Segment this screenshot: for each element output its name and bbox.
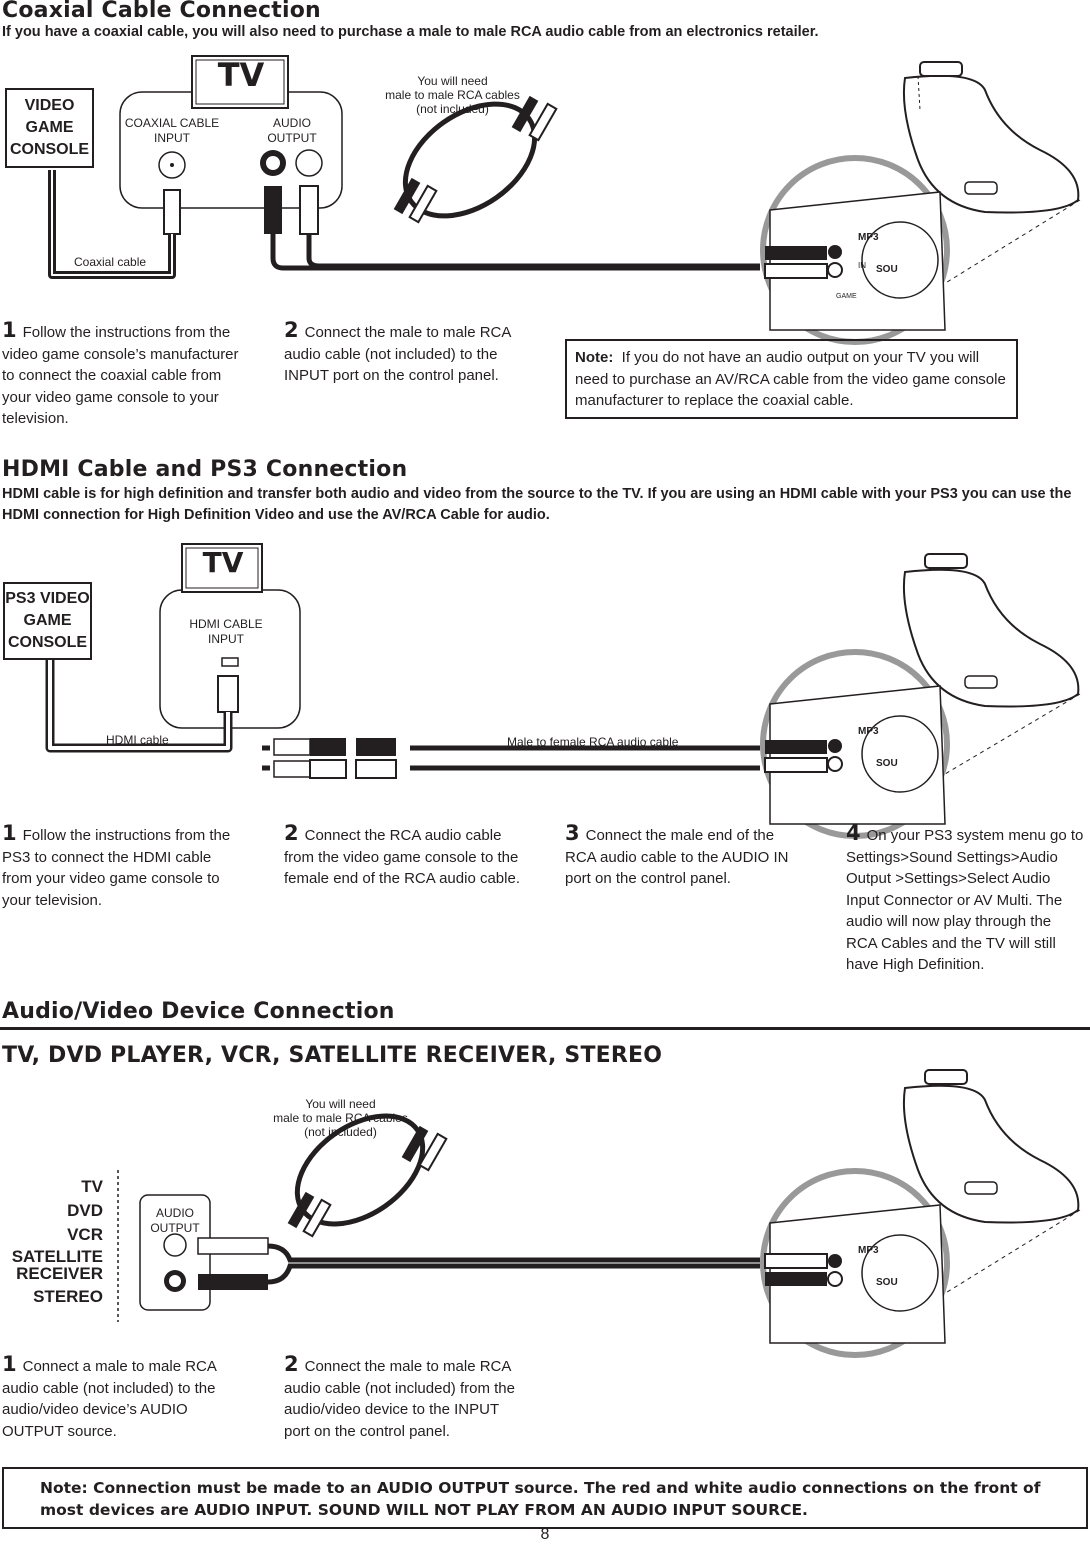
label-line: You will need [305,1097,376,1111]
mp3-label: MP3 [858,232,879,243]
audio-output-label [140,1206,210,1236]
device-list-item: TV [81,1177,103,1196]
sound-label: SOU [876,1277,898,1288]
step-text: Connect the RCA audio cable from the video game console to the female end of the RCA audio cable. [284,827,520,887]
coaxial-diagram [0,0,1090,330]
label-line: HDMI CABLE [189,617,263,631]
label-line: INPUT [208,632,244,646]
av-section-subtitle: TV, DVD PLAYER, VCR, SATELLITE RECEIVER, STEREO [2,1043,663,1068]
hdmi-input-label [180,617,272,647]
step-number: 4 [846,821,861,845]
step-text: Follow the instructions from the video game console’s manufacturer to connect the coaxial cable from your video game console to your television. [2,324,239,427]
step-number: 1 [2,1352,17,1376]
label-line: (not included) [416,102,489,116]
coaxial-input-label [122,116,222,146]
rca-cable-label: Male to female RCA audio cable [507,735,679,749]
device-box-line: GAME [25,119,74,136]
coaxial-section-subtitle: If you have a coaxial cable, you will also need to purchase a male to male RCA audio cable from an electronics retailer. [2,24,819,40]
label-line: (not included) [304,1125,377,1139]
av-step-1 [2,1354,227,1442]
label-line: OUTPUT [267,131,317,145]
step-text: Follow the instructions from the PS3 to connect the HDMI cable from your video game console to your television. [2,827,231,909]
rca-need-label [268,1097,413,1139]
step-number: 2 [284,1352,299,1376]
hdmi-step-1 [2,823,242,911]
mp3-label: MP3 [858,726,879,737]
coaxial-step-1 [2,320,247,430]
hdmi-section-subtitle: HDMI cable is for high definition and transfer both audio and video from the source to the TV. If you are using an HDMI cable with your PS3 you can use the HDMI connection for High Definition Video and use the AV/RCA Cable for audio. [2,486,1072,523]
game-label: GAME [836,293,857,300]
page-number: 8 [540,1526,550,1543]
hdmi-section-title: HDMI Cable and PS3 Connection [2,457,408,482]
step-text: Connect the male end of the RCA audio cable to the AUDIO IN port on the control panel. [565,827,789,887]
sound-label: SOU [876,758,898,769]
label-line: OUTPUT [150,1221,200,1235]
device-list-item: DVD [67,1201,103,1220]
step-number: 1 [2,318,17,342]
device-box-line: CONSOLE [9,141,90,158]
label-line: AUDIO [155,1206,194,1220]
bottom-note-text: Note: Connection must be made to an AUDIO OUTPUT source. The red and white audio connections on the front of most devices are AUDIO INPUT. SOUND WILL NOT PLAY FROM AN AUDIO INPUT SOURCE. [40,1479,1041,1519]
step-number: 2 [284,318,299,342]
step-text: Connect the male to male RCA audio cable (not included) from the audio/video device to the INPUT port on the control panel. [284,1358,515,1440]
av-step-2 [284,1354,524,1442]
section-divider [0,1027,1090,1030]
device-list-item: STEREO [33,1287,103,1306]
label-line: male to male RCA cables [273,1111,408,1125]
in-label: IN [858,261,866,270]
coaxial-section-title: Coaxial Cable Connection [2,0,321,23]
bottom-note-box [2,1467,1088,1529]
av-section-title: Audio/Video Device Connection [2,999,395,1024]
device-list-item: SATELLITE [11,1247,103,1266]
tv-logo: TV [217,56,265,94]
coaxial-note-box [565,339,1018,419]
hdmi-step-4 [846,823,1084,976]
device-box-line: PS3 VIDEO [5,590,90,607]
note-label: Note: [575,349,614,366]
device-box-line: GAME [23,612,72,629]
step-number: 2 [284,821,299,845]
device-list-item: RECEIVER [16,1264,103,1283]
tv-logo: TV [202,546,244,579]
step-text: On your PS3 system menu go to Settings>Sound Settings>Audio Output >Settings>Select Audio Input Connector or AV Multi. The audio will now play through the RCA Cables and the TV will still have High Definition. [846,827,1084,973]
note-text: If you do not have an audio output on your TV you will need to purchase an AV/RCA cable from the video game console manufacturer to replace the coaxial cable. [575,349,1006,409]
label-line: INPUT [154,131,190,145]
device-box-line: VIDEO [24,97,75,114]
hdmi-step-2 [284,823,524,890]
hdmi-diagram [0,530,1090,810]
hdmi-cable-label: HDMI cable [106,733,169,747]
label-line: AUDIO [272,116,311,130]
step-text: Connect a male to male RCA audio cable (not included) to the audio/video device’s AUDIO OUTPUT source. [2,1358,217,1440]
device-list-item: VCR [67,1225,103,1244]
coaxial-step-2 [284,320,512,387]
mp3-label: MP3 [858,1245,879,1256]
step-number: 1 [2,821,17,845]
coaxial-cable-label: Coaxial cable [74,255,147,269]
label-line: COAXIAL CABLE [124,116,220,130]
sound-label: SOU [876,264,898,275]
label-line: You will need [417,74,488,88]
hdmi-step-3 [565,823,797,890]
audio-output-label [252,116,332,146]
step-text: Connect the male to male RCA audio cable (not included) to the INPUT port on the control panel. [284,324,511,384]
device-box-line: CONSOLE [7,634,88,651]
step-number: 3 [565,821,580,845]
label-line: male to male RCA cables [385,88,520,102]
rca-need-label [380,74,525,116]
